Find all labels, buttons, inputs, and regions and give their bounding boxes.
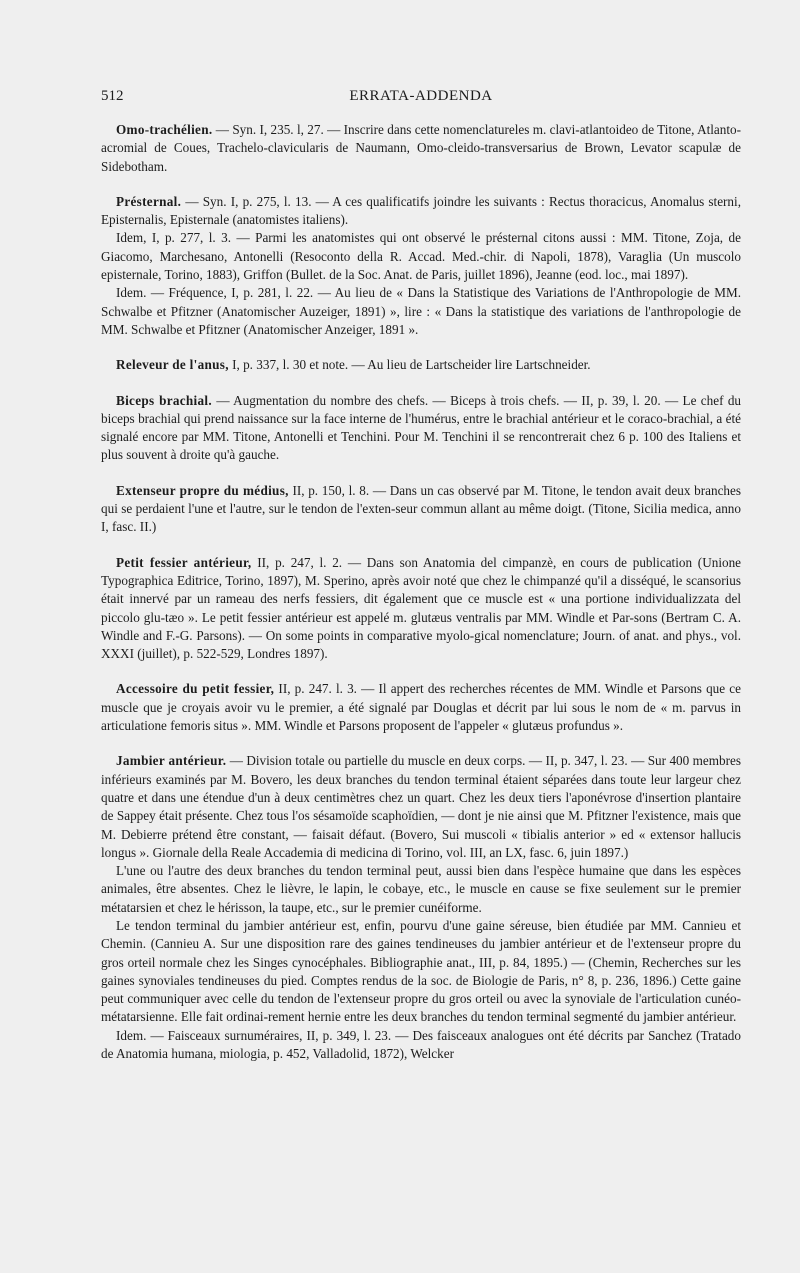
entry-paragraph: Idem, I, p. 277, l. 3. — Parmi les anatomistes qui ont observé le présternal citons aussi : MM. Titone, Zoja, de Giacomo, Marchesano, Antonelli (Resoconto della R. Accad. Med.-chir. di Napoli, 1878), Varaglia (Un muscolo episternale, Torino, 1883), Griffon (Bullet. de la Soc. Anat. de Paris, juillet 1896), Jeanne (eod. loc., mai 1897). (101, 230, 741, 283)
entry-paragraph: L'une ou l'autre des deux branches du tendon terminal peut, aussi bien dans l'espèce humaine que dans les espèces animales, être absentes. Chez le lièvre, le lapin, le cobaye, etc., le muscle en cause se fixe seulement sur le premier métatarsien et chez le hérisson, la taupe, etc., sur le premier cunéiforme. (101, 863, 741, 915)
entry-text: II, p. 150, l. 8. — Dans un cas observé par M. Titone, le tendon avait deux branches qui se perdaient l'une et l'autre, sur le tendon de l'exten-seur commun allant au même doigt. (Titone, Sicilia medica, anno I, fasc. II.) (101, 482, 741, 535)
entry-text: — Syn. I, 235. l, 27. — Inscrire dans cette nomenclatureles m. clavi-atlantoideo de Titone, Atlanto-acromial de Coues, Trachelo-clavicularis de Naumann, Omo-cleido-transversarius de Brown, Levator scapulæ de Sidebotham. (101, 122, 742, 174)
entry-petit-fessier-anterieur (101, 554, 741, 664)
entry-jambier-anterieur (101, 752, 741, 1063)
entry-paragraph (101, 356, 741, 374)
entry-paragraph (101, 752, 741, 862)
entry-text: I, p. 337, l. 30 et note. — Au lieu de Lartscheider lire Lartschneider. (232, 357, 591, 373)
entry-releveur-anus (101, 356, 741, 374)
entry-headword: Biceps brachial. (116, 392, 212, 408)
page-number: 512 (101, 88, 124, 104)
entry-headword: Omo-trachélien. (116, 122, 213, 137)
page-body (101, 121, 741, 1080)
entry-text: II, p. 247. l. 3. — Il appert des recherches récentes de MM. Windle et Parsons que ce muscle que je croyais avoir vu le premier, a été signalé par Douglas et décrit par lui sous le nom de « m. parvus in articulatione femoris situs ». MM. Windle et Parsons proposent de l'appeler « glutæus profundus ». (101, 681, 742, 734)
entry-paragraph (101, 121, 741, 176)
entry-paragraph: Le tendon terminal du jambier antérieur est, enfin, pourvu d'une gaine séreuse, bien étudiée par MM. Cannieu et Chemin. (Cannieu A. Sur une disposition rare des gaines tendineuses du jambier antérieur et de l'extenseur propre du gros orteil normale chez les Singes cynocéphales. Bibliographie anat., III, p. 84, 1895.) — (Chemin, Recherches sur les gaines synoviales tendineuses du pied. Comptes rendus de la soc. de Biologie de Paris, n° 8, p. 236, 1896.) Cette gaine peut communiquer avec celle du tendon de l'extenseur propre du gros orteil ou avec la synoviale de l'articulation cunéo-métatarsienne. Elle fait ordinai-rement hernie entre les deux branches du tendon terminal segmenté du jambier antérieur. (101, 917, 741, 1025)
entry-paragraph (101, 554, 741, 664)
entry-paragraph: Idem. — Faisceaux surnuméraires, II, p. 349, l. 23. — Des faisceaux analogues ont été décrits par Sanchez (Tratado de Anatomia humana, miologia, p. 452, Valladolid, 1872), Welcker (101, 1027, 741, 1062)
entry-text: II, p. 247, l. 2. — Dans son Anatomia del cimpanzè, en cours de publication (Unione Typographica Editrice, Torino, 1897), M. Sperino, après avoir noté que chez le chimpanzé qu'il a disséqué, le scansorius était innervé par un rameau des nerfs fessiers, dit également que ce muscle est « una portione individualizzata del piccolo glu-tæo ». Le petit fessier antérieur est appelé m. glutæus ventralis par MM. Windle et Par-sons (Bertram C. A. Windle and F.-G. Parsons). — On some points in comparative myolo-gical nomenclature; Journ. of anat. and phys., vol. XXXI (juillet), p. 522-529, Londres 1897). (101, 554, 742, 662)
page-header (101, 88, 741, 114)
entry-text: — Augmentation du nombre des chefs. — Biceps à trois chefs. — II, p. 39, l. 20. — Le chef du biceps brachial qui prend naissance sur la face interne de l'humérus, entre le brachial antérieur et le coraco-brachial, a été signalé encore par MM. Titone, Antonelli et Tenchini. Pour M. Tenchini il se rencontrerait chez 6 p. 100 des Italiens et plus souvent à droite qu'à gauche. (101, 392, 742, 463)
entry-extenseur-medius (101, 482, 741, 537)
entry-paragraph: Idem. — Fréquence, I, p. 281, l. 22. — Au lieu de « Dans la Statistique des Variations de l'Anthropologie de MM. Schwalbe et Pfitzner (Anatomischer Auzeiger, 1891) », lire : « Dans la statistique des variations de l'anthropologie de MM. Schwalbe et Pfitzner (Anatomischer Anzeiger, 1891 ». (101, 285, 741, 337)
entry-paragraph (101, 482, 741, 537)
entry-text: — Syn. I, p. 275, l. 13. — A ces qualificatifs joindre les suivants : Rectus thoracicus, Anomalus sterni, Episternalis, Episternale (anatomistes italiens). (101, 193, 741, 228)
entry-headword: Petit fessier antérieur, (116, 554, 252, 570)
entry-headword: Extenseur propre du médius, (116, 482, 289, 498)
entry-biceps-brachial (101, 392, 741, 465)
entry-accessoire-petit-fessier (101, 680, 741, 735)
entry-paragraph (101, 680, 741, 735)
entry-presternal (101, 193, 741, 339)
entry-headword: Jambier antérieur. (116, 753, 227, 769)
entry-paragraph (101, 392, 741, 465)
entry-headword: Releveur de l'anus, (116, 357, 229, 373)
running-head: ERRATA-ADDENDA (349, 88, 493, 104)
entry-headword: Accessoire du petit fessier, (116, 681, 275, 697)
entry-omo-trachelien (101, 121, 741, 176)
entry-headword: Présternal. (116, 193, 182, 209)
entry-text: — Division totale ou partielle du muscle en deux corps. — II, p. 347, l. 23. — Sur 400 membres inférieurs examinés par M. Bovero, les deux branches du tendon terminal étaient séparées dans toute leur largeur chez quatre et dans une étendue d'un à deux centimètres chez un quart. Chez les deux tiers l'aponévrose d'insertion plantaire de Sappey était présente. Chez tous l'os sésamoïde scaphoïdien, — dont je nie ainsi que M. Pfitzner l'existence, mais que M. Debierre prétend être constant, — faisait défaut. (Bovero, Sui muscoli « tibialis anterior » ed « extensor hallucis longus ». Giornale della Reale Accademia di medicina di Torino, vol. III, an LX, fasc. 6, juin 1897.) (101, 753, 742, 860)
entry-paragraph (101, 193, 741, 230)
